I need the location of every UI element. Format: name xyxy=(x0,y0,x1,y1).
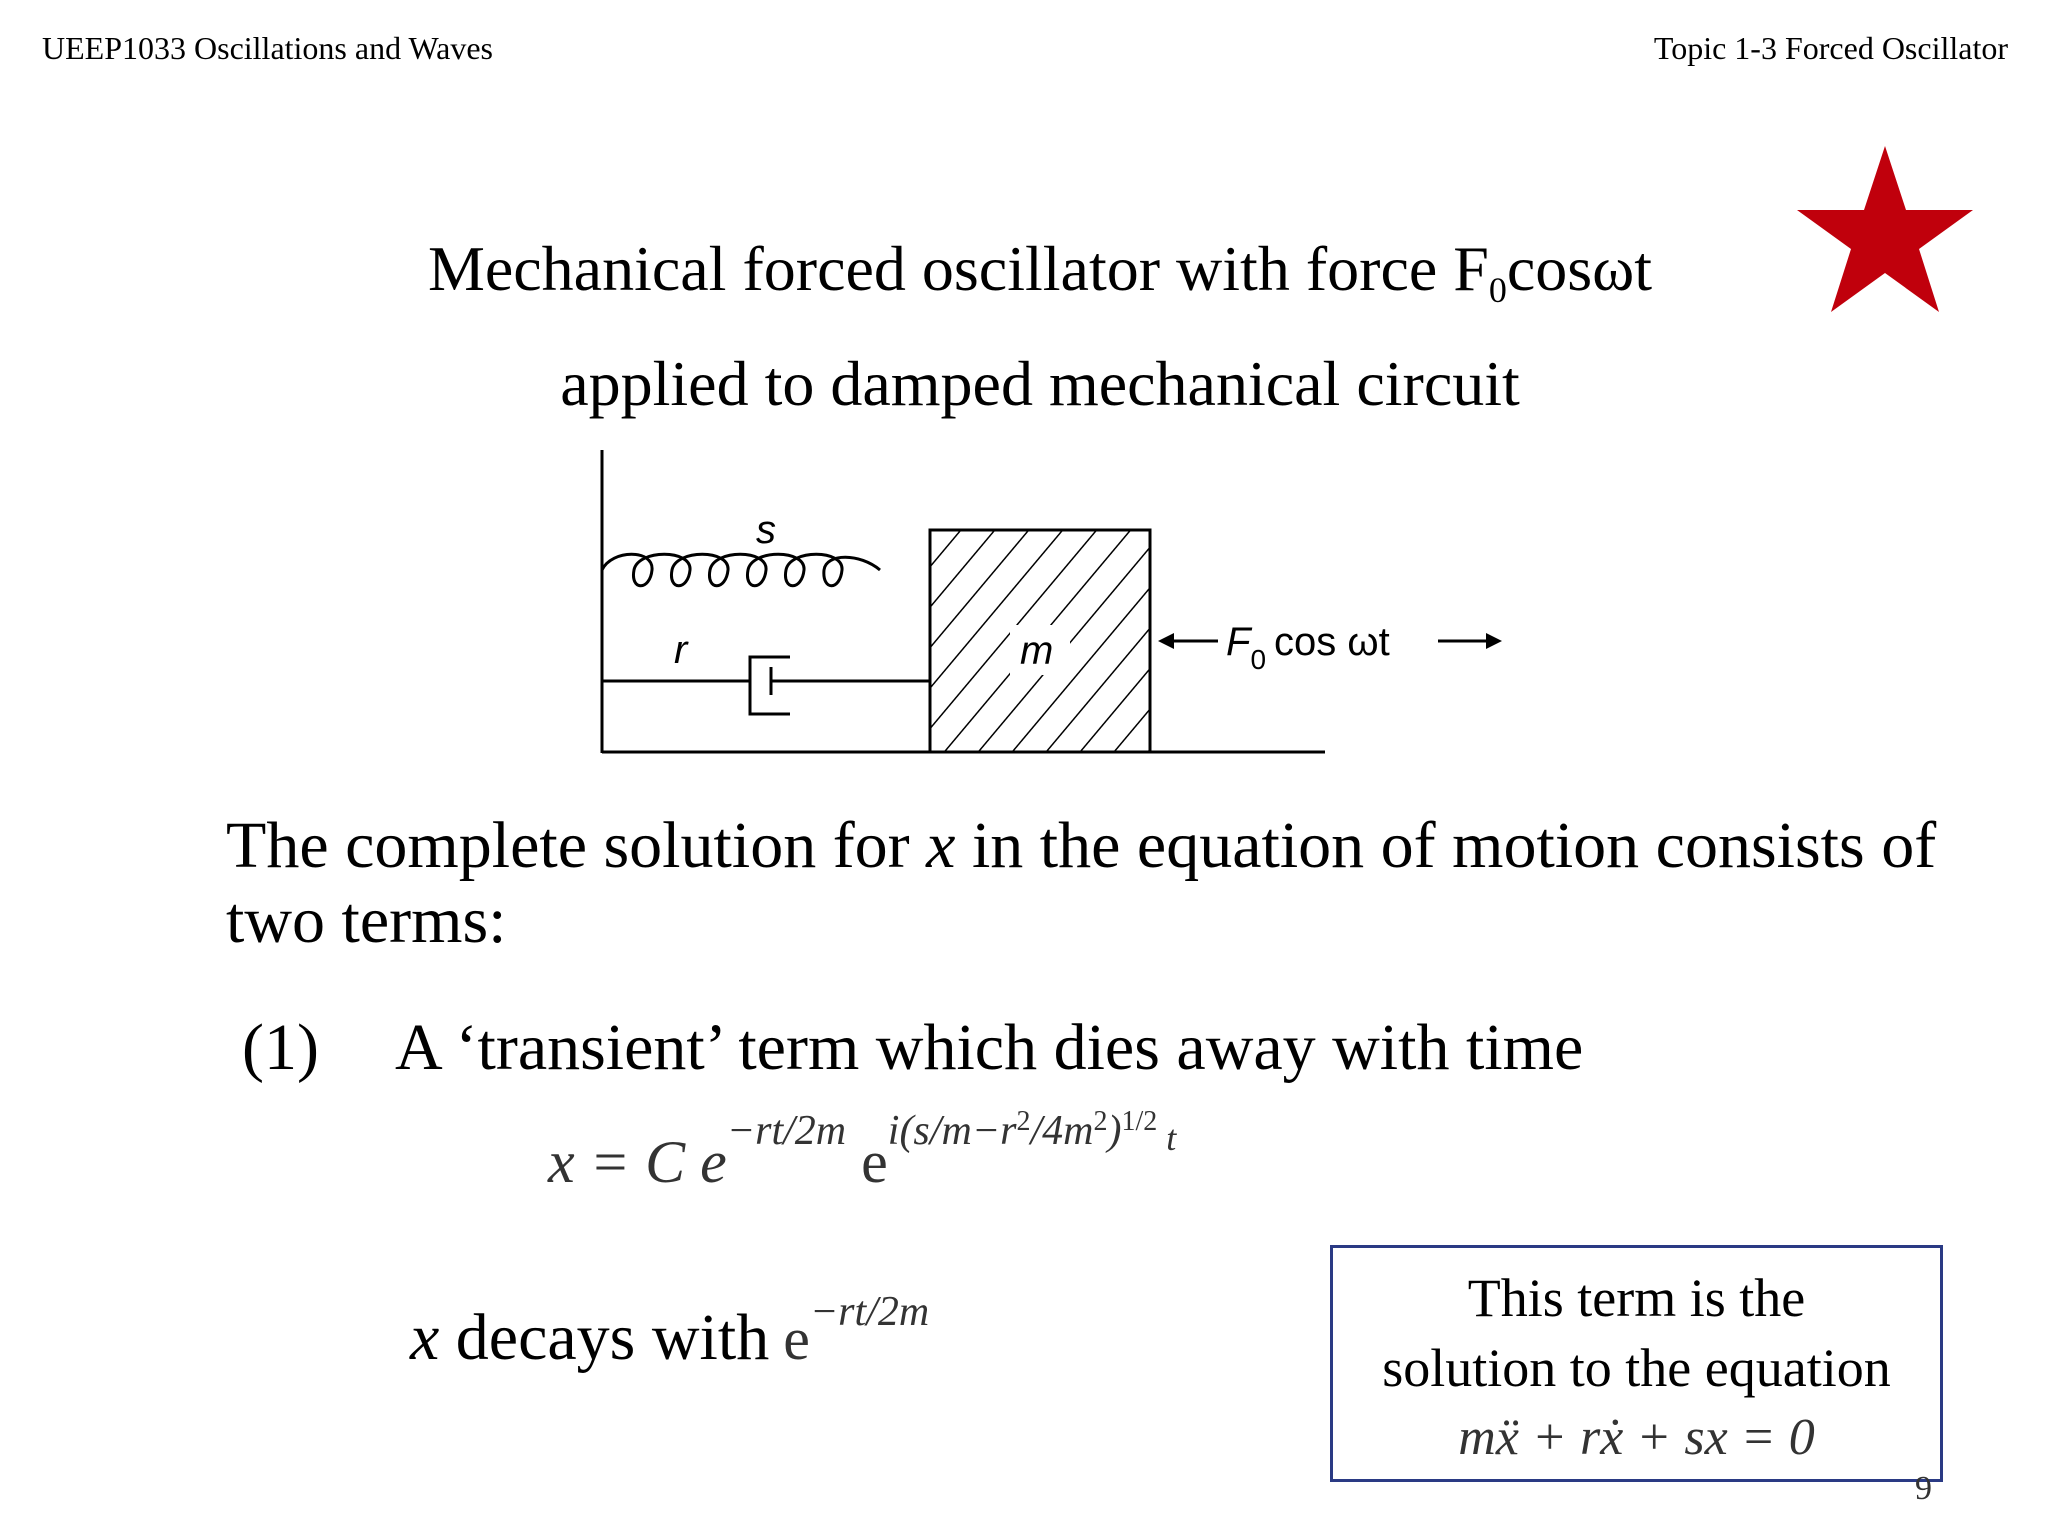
page-number: 9 xyxy=(1915,1470,1932,1507)
item-text: A ‘transient’ term which dies away with time xyxy=(395,1011,1584,1084)
solution-paragraph: The complete solution for x in the equation of motion consists of two terms: xyxy=(226,809,1937,957)
note-equation: mẍ + rẋ + sx = 0 xyxy=(1458,1409,1815,1466)
title-line-1: Mechanical forced oscillator with force $F_0\cos\omega t$ xyxy=(427,233,1653,310)
transient-equation: x = C $e^{-rt/2m}$ $e^{i(s/m-r^2/4m^2)^{1/2}}$ $^t$ xyxy=(548,1106,1177,1195)
header-topic: Topic 1-3 Forced Oscillator xyxy=(1653,30,2008,66)
note-line-2: solution to the equation xyxy=(1382,1338,1891,1398)
title-line-2: applied to damped mechanical circuit xyxy=(560,348,1520,419)
item-number: (1) xyxy=(242,1011,319,1084)
mass-label: m xyxy=(1020,629,1054,673)
force-arrow-right-head xyxy=(1486,633,1502,649)
force-label: $F_0$ cos ωt xyxy=(1226,620,1390,675)
mechanical-circuit-diagram xyxy=(590,445,1520,765)
note-box xyxy=(1330,1245,1943,1482)
slide-title xyxy=(0,222,2048,431)
damper-label: r xyxy=(674,628,688,672)
decay-statement: x decays with $e^{-rt/2m}$ xyxy=(410,1289,930,1374)
header-course-title: UEEP1033 Oscillations and Waves xyxy=(42,30,493,66)
force-arrow-left-head xyxy=(1158,633,1174,649)
spring-label: s xyxy=(756,508,776,552)
note-line-1: This term is the xyxy=(1467,1268,1806,1328)
spring xyxy=(602,554,880,586)
